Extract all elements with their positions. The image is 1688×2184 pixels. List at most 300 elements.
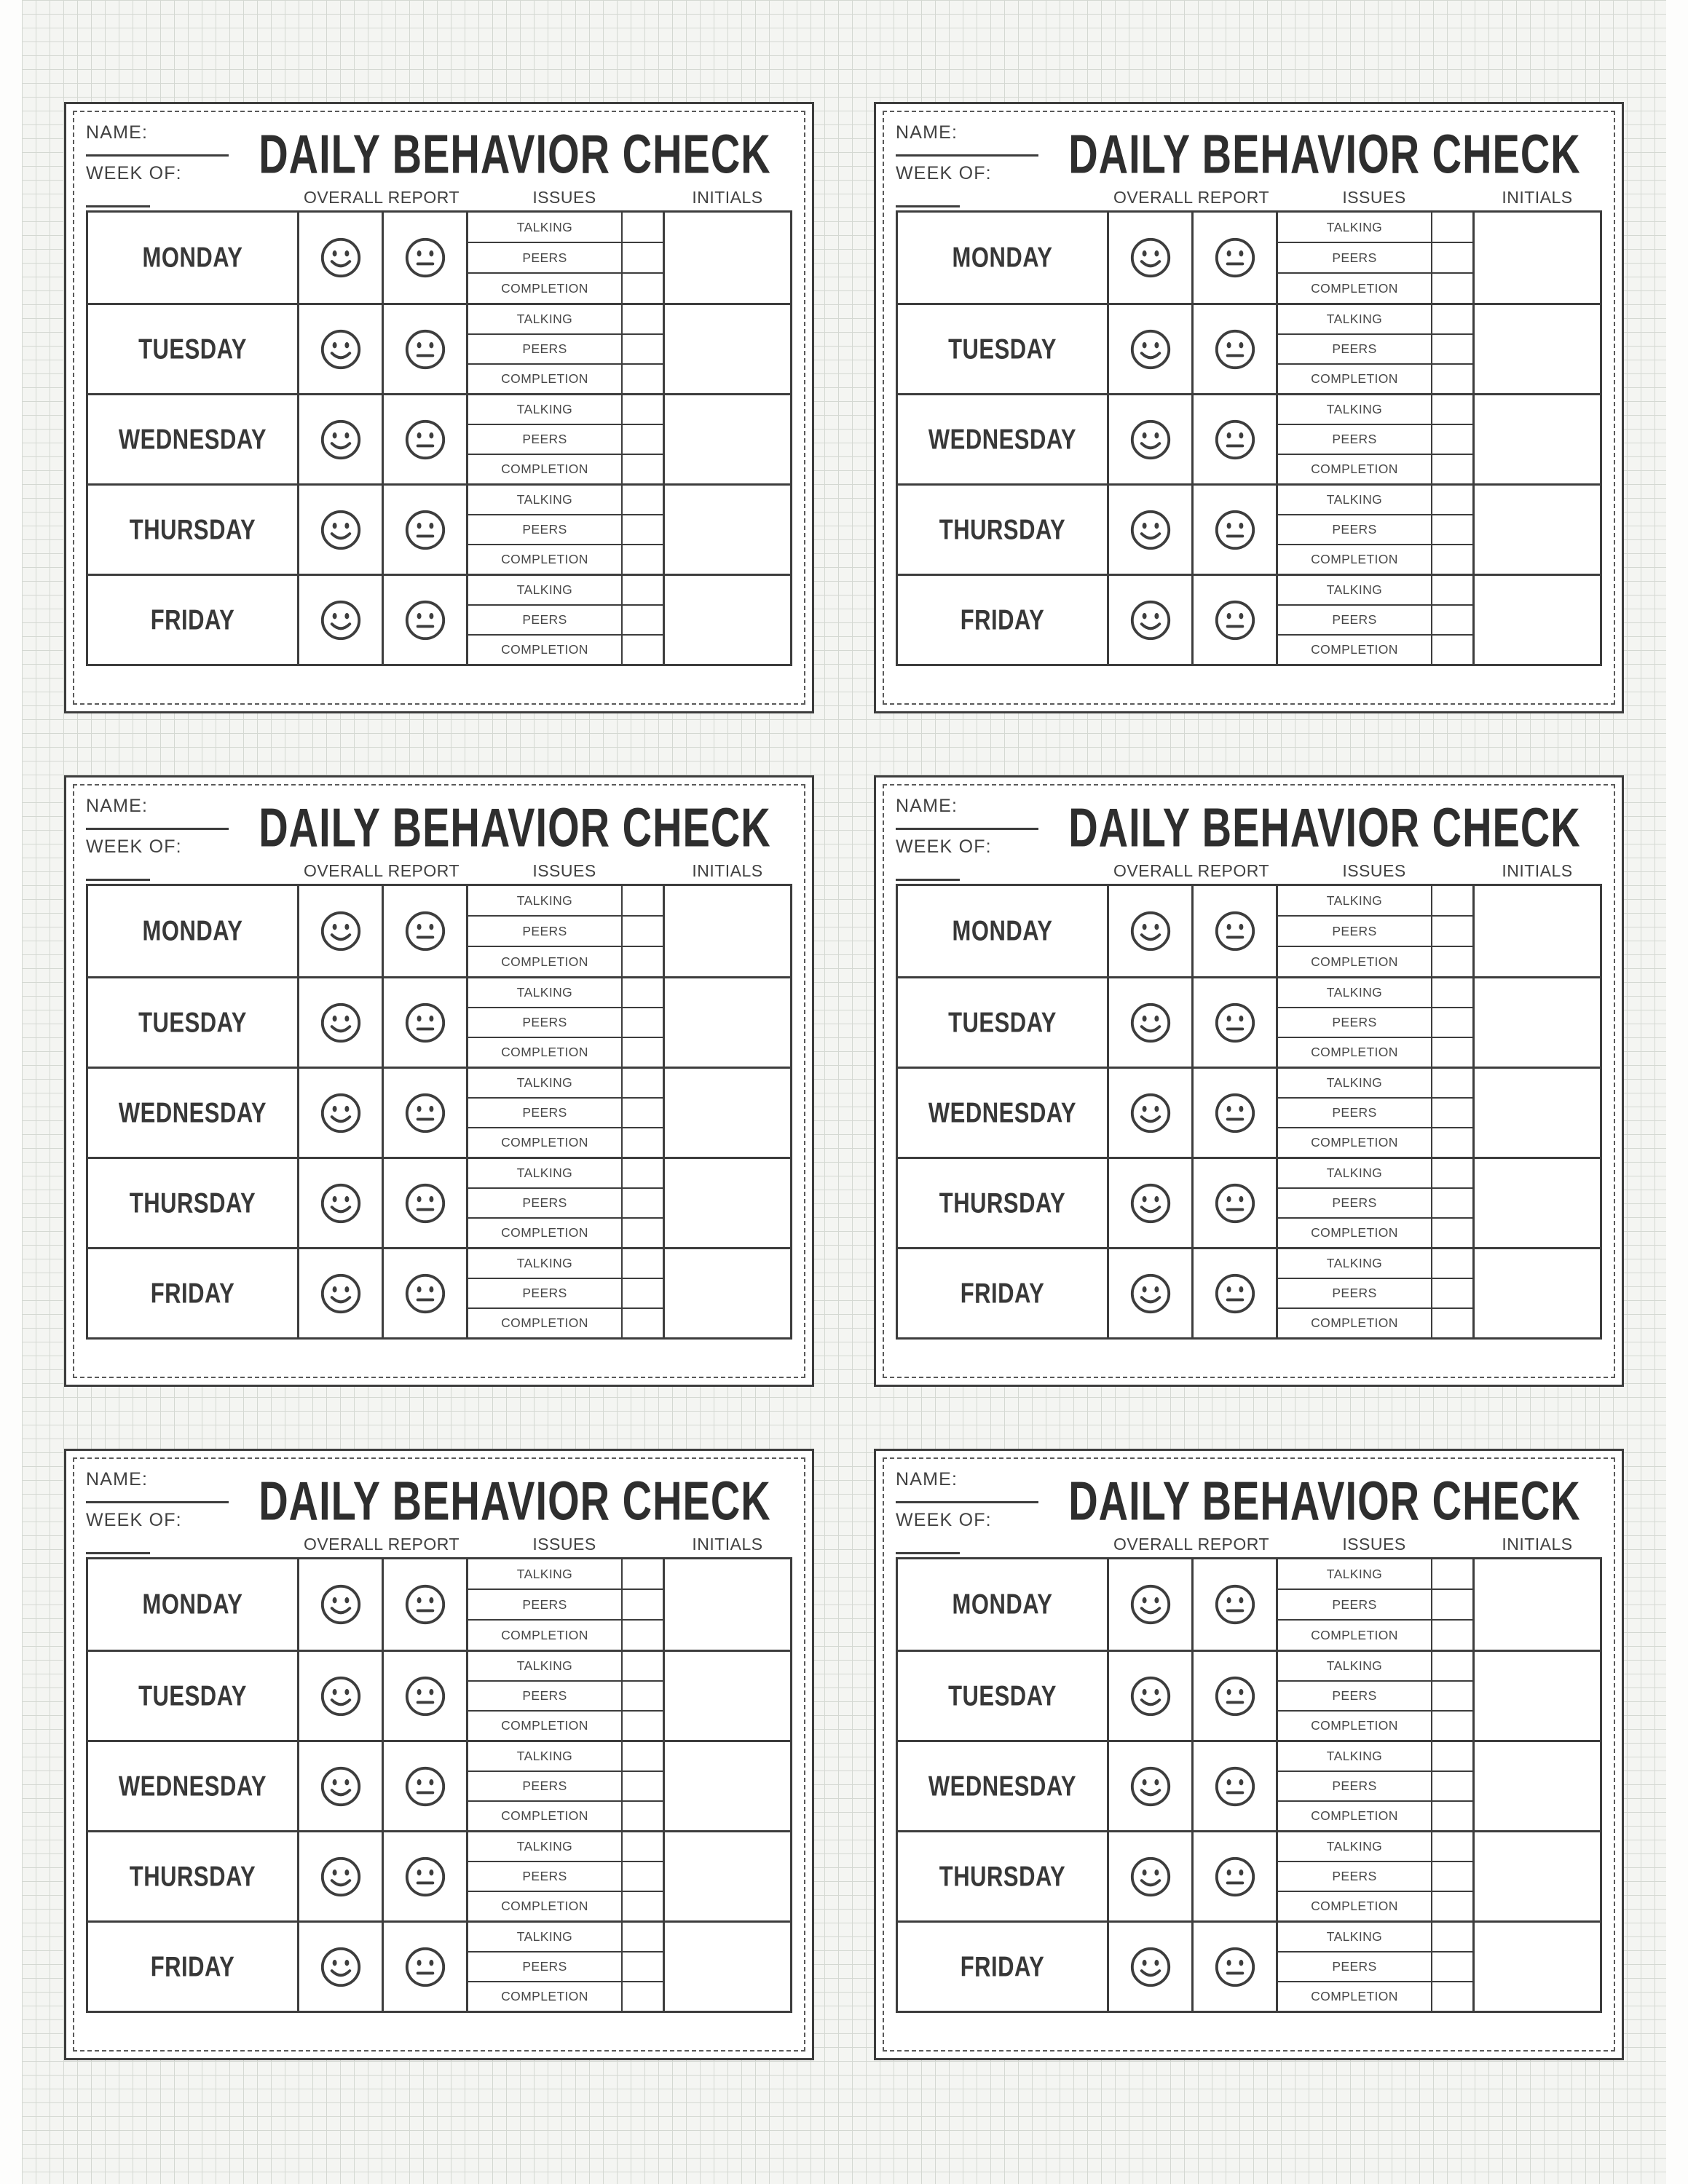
happy-face-cell (1109, 1069, 1194, 1157)
issues-cell (1278, 486, 1475, 574)
day-row-thursday (898, 483, 1600, 574)
issues-cell (1278, 1923, 1475, 2011)
issue-checkbox-talking (623, 1742, 663, 1770)
issue-label-completion: COMPLETION (1278, 1621, 1432, 1650)
happy-face-icon (1128, 1944, 1173, 1990)
initials-header: INITIALS (692, 188, 763, 207)
issue-row-peers (468, 604, 663, 634)
issue-checkbox-completion (623, 1982, 663, 2011)
neutral-face-cell (1194, 978, 1278, 1067)
issue-row-peers (1278, 604, 1472, 634)
neutral-face-cell (384, 1159, 468, 1247)
happy-face-cell (1109, 1923, 1194, 2011)
issue-label-talking: TALKING (1278, 1923, 1432, 1951)
issues-cell (1278, 395, 1475, 483)
issue-checkbox-completion (1432, 1309, 1472, 1337)
issue-label-peers: PEERS (1278, 606, 1432, 634)
happy-face-icon (1128, 417, 1173, 462)
neutral-face-icon (403, 1000, 448, 1045)
overall-report-header: OVERALL REPORT (1113, 861, 1270, 880)
issue-row-talking (468, 978, 663, 1007)
day-label-cell (88, 1069, 299, 1157)
issue-label-talking: TALKING (1278, 1652, 1432, 1680)
issue-checkbox-peers (1432, 1862, 1472, 1891)
day-label-cell (898, 1249, 1109, 1337)
issues-cell (468, 1652, 665, 1740)
happy-face-icon (318, 909, 363, 954)
issue-row-peers (1278, 1097, 1472, 1127)
issue-label-completion: COMPLETION (1278, 1982, 1432, 2011)
issue-row-peers (1278, 1588, 1472, 1619)
overall-report-header: OVERALL REPORT (303, 1535, 460, 1554)
day-label: FRIDAY (150, 604, 235, 636)
initials-cell (1475, 1923, 1600, 2011)
issue-label-completion: COMPLETION (468, 1982, 623, 2011)
card-title: DAILY BEHAVIOR CHECK (259, 1469, 771, 1532)
name-label: NAME: (86, 1469, 149, 1489)
issue-checkbox-completion (1432, 1038, 1472, 1067)
issue-row-completion (468, 272, 663, 303)
issue-checkbox-peers (623, 1099, 663, 1127)
issue-checkbox-completion (1432, 365, 1472, 393)
issue-row-talking (468, 1559, 663, 1588)
overall-report-header: OVERALL REPORT (303, 188, 460, 207)
behavior-table (896, 1557, 1602, 2013)
issue-checkbox-talking (623, 576, 663, 604)
issue-label-completion: COMPLETION (468, 545, 623, 574)
day-label-cell (898, 576, 1109, 664)
neutral-face-cell (384, 886, 468, 976)
issue-checkbox-peers (623, 335, 663, 363)
issues-cell (468, 305, 665, 393)
issue-checkbox-completion (1432, 636, 1472, 664)
issues-cell (1278, 1069, 1475, 1157)
issue-checkbox-peers (623, 1008, 663, 1037)
issue-checkbox-completion (1432, 1621, 1472, 1650)
issue-label-peers: PEERS (468, 1682, 623, 1710)
issue-label-talking: TALKING (1278, 395, 1432, 424)
issues-cell (1278, 213, 1475, 303)
happy-face-icon (318, 327, 363, 372)
issue-row-talking (1278, 1069, 1472, 1097)
issue-checkbox-completion (623, 1712, 663, 1740)
happy-face-cell (1109, 1249, 1194, 1337)
issue-label-talking: TALKING (1278, 576, 1432, 604)
column-headers-row (86, 858, 792, 884)
day-label: MONDAY (952, 914, 1053, 947)
issue-checkbox-peers (1432, 1189, 1472, 1217)
issues-header: ISSUES (1342, 188, 1406, 207)
neutral-face-icon (403, 1271, 448, 1316)
issue-row-peers (468, 1770, 663, 1800)
day-row-friday (898, 1920, 1600, 2011)
neutral-face-icon (1212, 327, 1258, 372)
neutral-face-cell (384, 1742, 468, 1830)
day-row-tuesday (88, 976, 790, 1067)
student-id-block (86, 121, 237, 184)
issues-cell (1278, 886, 1475, 976)
issue-label-completion: COMPLETION (468, 1621, 623, 1650)
day-row-monday (88, 213, 790, 303)
issue-checkbox-completion (1432, 947, 1472, 976)
happy-face-cell (299, 1742, 384, 1830)
day-label: MONDAY (142, 241, 243, 274)
day-label: THURSDAY (939, 1187, 1066, 1219)
issue-checkbox-peers (623, 1862, 663, 1891)
day-label-cell (898, 978, 1109, 1067)
card-dashed-frame (73, 1457, 805, 2052)
neutral-face-icon (1212, 1674, 1258, 1719)
neutral-face-icon (403, 909, 448, 954)
neutral-face-icon (1212, 1181, 1258, 1226)
issue-checkbox-peers (623, 1279, 663, 1307)
happy-face-icon (318, 1000, 363, 1045)
day-label: THURSDAY (129, 1187, 256, 1219)
issue-row-peers (1278, 915, 1472, 946)
issue-checkbox-talking (1432, 395, 1472, 424)
happy-face-cell (1109, 576, 1194, 664)
happy-face-icon (318, 1271, 363, 1316)
initials-cell (1475, 486, 1600, 574)
day-row-friday (898, 1247, 1600, 1337)
issue-label-completion: COMPLETION (468, 1892, 623, 1920)
issue-row-completion (1278, 634, 1472, 664)
issue-label-peers: PEERS (468, 917, 623, 946)
card-title: DAILY BEHAVIOR CHECK (1068, 122, 1581, 185)
issue-label-talking: TALKING (468, 1159, 623, 1187)
issue-row-completion (468, 946, 663, 976)
happy-face-cell (299, 486, 384, 574)
day-row-thursday (88, 483, 790, 574)
issue-row-peers (468, 1097, 663, 1127)
behavior-check-card (64, 775, 814, 1387)
issue-row-peers (1278, 242, 1472, 272)
issue-checkbox-completion (623, 1309, 663, 1337)
issue-checkbox-talking (1432, 1159, 1472, 1187)
happy-face-cell (1109, 1832, 1194, 1920)
cards-grid (64, 102, 1624, 2060)
day-label: MONDAY (142, 1588, 243, 1621)
day-label: FRIDAY (960, 1950, 1045, 1982)
student-id-block (86, 1468, 237, 1531)
issue-row-completion (1278, 272, 1472, 303)
issue-label-completion: COMPLETION (468, 274, 623, 303)
issue-label-talking: TALKING (468, 1923, 623, 1951)
issue-row-completion (468, 1217, 663, 1247)
day-row-friday (88, 1920, 790, 2011)
issue-row-talking (468, 1159, 663, 1187)
day-row-monday (898, 886, 1600, 976)
neutral-face-icon (1212, 1854, 1258, 1899)
issue-checkbox-peers (1432, 1772, 1472, 1800)
happy-face-icon (1128, 1764, 1173, 1809)
happy-face-icon (318, 507, 363, 553)
issue-label-peers: PEERS (468, 425, 623, 454)
initials-cell (665, 1249, 790, 1337)
initials-cell (665, 886, 790, 976)
issue-label-peers: PEERS (468, 1279, 623, 1307)
initials-header: INITIALS (1502, 1535, 1573, 1554)
issue-checkbox-peers (623, 1952, 663, 1981)
happy-face-cell (1109, 978, 1194, 1067)
issue-checkbox-talking (623, 213, 663, 242)
issue-checkbox-peers (1432, 1279, 1472, 1307)
day-label-cell (88, 1832, 299, 1920)
happy-face-icon (1128, 909, 1173, 954)
issue-row-peers (1278, 1278, 1472, 1307)
week-of-blank-line (86, 1531, 297, 1554)
issue-label-completion: COMPLETION (468, 365, 623, 393)
issue-row-talking (1278, 1742, 1472, 1770)
issue-label-completion: COMPLETION (468, 1309, 623, 1337)
happy-face-cell (1109, 1652, 1194, 1740)
issue-checkbox-completion (623, 545, 663, 574)
behavior-table (86, 210, 792, 666)
initials-header: INITIALS (1502, 861, 1573, 880)
day-label: WEDNESDAY (928, 1096, 1077, 1128)
week-of-blank-line (86, 184, 297, 207)
neutral-face-cell (1194, 1923, 1278, 2011)
issue-label-peers: PEERS (1278, 917, 1432, 946)
issues-cell (468, 1249, 665, 1337)
issue-label-completion: COMPLETION (1278, 455, 1432, 483)
day-label: TUESDAY (948, 1006, 1057, 1038)
happy-face-cell (299, 213, 384, 303)
issue-checkbox-talking (1432, 1559, 1472, 1588)
card-title: DAILY BEHAVIOR CHECK (259, 122, 771, 185)
day-row-wednesday (88, 1067, 790, 1157)
issue-checkbox-peers (1432, 1682, 1472, 1710)
neutral-face-cell (384, 1923, 468, 2011)
name-label: NAME: (896, 1469, 958, 1489)
initials-cell (665, 395, 790, 483)
issues-cell (1278, 1742, 1475, 1830)
issue-label-peers: PEERS (468, 515, 623, 544)
day-label-cell (88, 395, 299, 483)
card-header (896, 121, 1602, 184)
issue-label-peers: PEERS (468, 1862, 623, 1891)
issue-checkbox-talking (623, 486, 663, 514)
day-label-cell (898, 1069, 1109, 1157)
issue-label-talking: TALKING (1278, 1069, 1432, 1097)
issue-checkbox-peers (623, 917, 663, 946)
week-of-label: WEEK OF: (86, 163, 182, 183)
neutral-face-icon (1212, 598, 1258, 643)
initials-cell (665, 305, 790, 393)
day-label: TUESDAY (948, 333, 1057, 365)
issue-row-peers (1278, 1770, 1472, 1800)
issue-row-talking (1278, 1159, 1472, 1187)
issue-row-talking (468, 486, 663, 514)
issue-row-talking (468, 1832, 663, 1861)
neutral-face-cell (1194, 1742, 1278, 1830)
neutral-face-cell (1194, 1559, 1278, 1650)
issue-row-completion (468, 1619, 663, 1650)
issue-checkbox-completion (1432, 1802, 1472, 1830)
issue-row-peers (468, 1007, 663, 1037)
issue-label-peers: PEERS (1278, 1279, 1432, 1307)
happy-face-icon (1128, 507, 1173, 553)
initials-cell (1475, 1249, 1600, 1337)
issues-cell (468, 1159, 665, 1247)
issues-cell (468, 213, 665, 303)
issue-label-completion: COMPLETION (468, 1712, 623, 1740)
day-row-tuesday (898, 303, 1600, 393)
issue-checkbox-peers (1432, 1008, 1472, 1037)
student-id-block (86, 794, 237, 858)
card-header (896, 1468, 1602, 1531)
card-header (86, 121, 792, 184)
happy-face-cell (299, 1249, 384, 1337)
column-headers-row (896, 858, 1602, 884)
card-header (86, 1468, 792, 1531)
neutral-face-cell (384, 1652, 468, 1740)
neutral-face-cell (384, 1249, 468, 1337)
initials-cell (1475, 305, 1600, 393)
issues-cell (468, 978, 665, 1067)
issue-label-talking: TALKING (1278, 486, 1432, 514)
issue-checkbox-talking (1432, 1923, 1472, 1951)
issue-checkbox-talking (1432, 1742, 1472, 1770)
issues-header: ISSUES (532, 1535, 596, 1554)
day-label-cell (898, 1652, 1109, 1740)
issue-checkbox-peers (623, 1189, 663, 1217)
neutral-face-cell (1194, 1069, 1278, 1157)
student-id-block (896, 121, 1047, 184)
day-label-cell (898, 1923, 1109, 2011)
issue-label-completion: COMPLETION (1278, 1892, 1432, 1920)
neutral-face-icon (1212, 1271, 1258, 1316)
issue-label-peers: PEERS (1278, 1862, 1432, 1891)
behavior-table (86, 1557, 792, 2013)
issue-checkbox-talking (1432, 213, 1472, 242)
neutral-face-icon (1212, 1000, 1258, 1045)
initials-cell (665, 1559, 790, 1650)
overall-report-header: OVERALL REPORT (1113, 1535, 1270, 1554)
neutral-face-cell (1194, 1652, 1278, 1740)
day-row-tuesday (88, 303, 790, 393)
behavior-check-card (64, 1449, 814, 2060)
initials-cell (1475, 978, 1600, 1067)
issue-checkbox-talking (623, 1159, 663, 1187)
day-label: THURSDAY (129, 1860, 256, 1892)
issue-checkbox-peers (1432, 335, 1472, 363)
issue-row-completion (468, 1307, 663, 1337)
issue-label-completion: COMPLETION (468, 1128, 623, 1157)
happy-face-cell (299, 305, 384, 393)
card-dashed-frame (73, 111, 805, 705)
happy-face-icon (1128, 598, 1173, 643)
issue-row-completion (1278, 1710, 1472, 1740)
issue-row-completion (1278, 454, 1472, 483)
issue-label-peers: PEERS (1278, 1682, 1432, 1710)
initials-cell (665, 486, 790, 574)
neutral-face-cell (1194, 213, 1278, 303)
issue-row-peers (468, 915, 663, 946)
issue-label-completion: COMPLETION (1278, 1309, 1432, 1337)
day-label-cell (898, 395, 1109, 483)
issue-row-completion (1278, 1217, 1472, 1247)
issue-row-completion (1278, 544, 1472, 574)
card-dashed-frame (883, 111, 1615, 705)
issues-cell (1278, 305, 1475, 393)
issues-cell (468, 886, 665, 976)
card-header (896, 794, 1602, 858)
happy-face-icon (318, 1944, 363, 1990)
initials-cell (665, 576, 790, 664)
day-label-cell (88, 576, 299, 664)
issue-label-completion: COMPLETION (1278, 274, 1432, 303)
issue-label-peers: PEERS (1278, 1008, 1432, 1037)
happy-face-cell (299, 1159, 384, 1247)
issue-label-peers: PEERS (468, 1189, 623, 1217)
neutral-face-cell (384, 395, 468, 483)
card-dashed-frame (73, 784, 805, 1378)
issue-checkbox-completion (1432, 1982, 1472, 2011)
issue-row-completion (468, 1127, 663, 1157)
issue-checkbox-peers (1432, 515, 1472, 544)
day-row-wednesday (898, 1740, 1600, 1830)
issue-row-peers (1278, 1951, 1472, 1981)
issue-checkbox-completion (623, 1128, 663, 1157)
neutral-face-icon (403, 235, 448, 280)
issue-label-completion: COMPLETION (468, 1802, 623, 1830)
happy-face-cell (299, 886, 384, 976)
neutral-face-cell (1194, 576, 1278, 664)
issues-header: ISSUES (1342, 861, 1406, 880)
day-label: FRIDAY (960, 1277, 1045, 1309)
issue-row-talking (468, 1923, 663, 1951)
happy-face-cell (299, 576, 384, 664)
name-label: NAME: (86, 796, 149, 816)
issues-cell (468, 395, 665, 483)
day-label-cell (898, 213, 1109, 303)
day-label-cell (88, 1159, 299, 1247)
day-label: WEDNESDAY (118, 423, 267, 455)
happy-face-cell (299, 1923, 384, 2011)
issue-row-talking (1278, 576, 1472, 604)
issue-row-talking (1278, 486, 1472, 514)
initials-cell (1475, 886, 1600, 976)
happy-face-cell (299, 1069, 384, 1157)
issue-label-peers: PEERS (1278, 1952, 1432, 1981)
issue-row-talking (468, 305, 663, 333)
initials-header: INITIALS (692, 861, 763, 880)
issue-checkbox-peers (623, 1590, 663, 1619)
issue-checkbox-talking (623, 1923, 663, 1951)
issue-checkbox-peers (1432, 1952, 1472, 1981)
neutral-face-icon (1212, 1091, 1258, 1136)
day-label-cell (88, 1742, 299, 1830)
issue-row-completion (468, 634, 663, 664)
neutral-face-cell (384, 576, 468, 664)
neutral-face-icon (403, 598, 448, 643)
neutral-face-icon (403, 507, 448, 553)
issue-checkbox-completion (1432, 1892, 1472, 1920)
column-headers-row (86, 184, 792, 210)
issue-row-peers (468, 1861, 663, 1891)
day-label: MONDAY (142, 914, 243, 947)
initials-cell (665, 213, 790, 303)
issue-checkbox-talking (1432, 978, 1472, 1007)
day-label-cell (898, 1159, 1109, 1247)
happy-face-icon (318, 1764, 363, 1809)
behavior-table (86, 884, 792, 1340)
issue-row-talking (468, 1069, 663, 1097)
issue-row-talking (1278, 1923, 1472, 1951)
issue-checkbox-talking (1432, 1832, 1472, 1861)
issue-checkbox-completion (1432, 545, 1472, 574)
